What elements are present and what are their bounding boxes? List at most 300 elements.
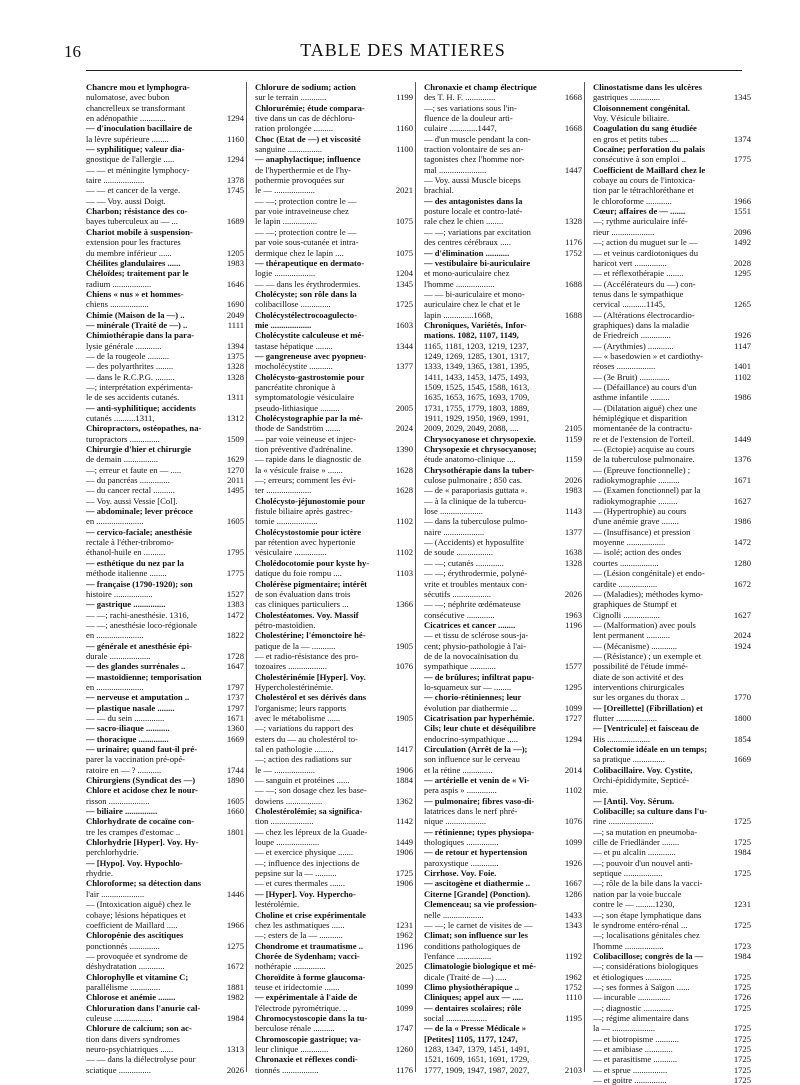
entry-page-number: 1394 (226, 340, 244, 351)
index-entry-line (86, 806, 244, 816)
entry-text: cent; physio-pathologie à l'ai- (424, 640, 527, 651)
index-entry-line (593, 475, 751, 485)
entry-page-number: 1328 (564, 557, 582, 568)
entry-page-number: 1725 (395, 868, 413, 879)
index-entry-line (255, 227, 413, 237)
entry-page-number: 1966 (226, 919, 244, 930)
index-entry-line (424, 982, 582, 992)
index-entry-line (593, 930, 751, 940)
entry-text: mocholécystite ........... (255, 361, 333, 372)
index-column-3 (424, 82, 585, 1075)
index-entry-line (255, 558, 413, 568)
index-entry-line (255, 641, 413, 651)
index-entry-line (593, 547, 751, 557)
index-entry-line (593, 485, 751, 495)
index-entry-line (424, 1003, 582, 1013)
entry-text: flutter ................... (593, 712, 657, 723)
index-entry-line (424, 103, 582, 113)
entry-text: Cholécyste; son rôle dans la (255, 288, 357, 299)
entry-text: dowiens ................. (255, 795, 323, 806)
entry-text: Citerne [Grande] (Ponction). (424, 888, 531, 899)
entry-text: — (Insuffisance) et pression (593, 526, 691, 537)
entry-text: dicale (Traité de —) ..... (424, 971, 507, 982)
entry-text: 1521, 1609, 1651, 1691, 1729, (424, 1054, 530, 1065)
entry-page-number: 1231 (395, 919, 413, 930)
entry-text: Chromoscopie gastrique; va- (255, 1033, 361, 1044)
index-entry-line (593, 403, 751, 413)
entry-text: pseudo-lithiasique ......... (255, 402, 340, 413)
entry-text: asthme infantile ......... (593, 392, 670, 403)
entry-text: cobaye; lésions hépatiques et (86, 909, 186, 920)
entry-page-number: 1984 (226, 1012, 244, 1023)
index-entry-line (86, 413, 244, 423)
index-entry-line (255, 951, 413, 961)
entry-text: — — Voy. aussi Doigt. (86, 195, 166, 206)
entry-page-number: 1366 (395, 599, 413, 610)
index-entry-line (593, 372, 751, 382)
entry-text: pancréatite chronique à (255, 381, 336, 392)
index-entry-line (86, 858, 244, 868)
entry-page-number: 1345 (733, 92, 751, 103)
entry-page-number: 1689 (226, 216, 244, 227)
index-entry-line (424, 196, 582, 206)
entry-text: Climat; son influence sur les (424, 930, 528, 941)
entry-text: de la tuberculose pulmonaire. (593, 454, 695, 465)
index-entry-line (424, 661, 582, 671)
entry-text: Clinostatisme dans les ulcères (593, 82, 702, 92)
entry-page-number: 1668 (564, 123, 582, 134)
index-entry-line (86, 154, 244, 164)
entry-text: —; sa mutation en pneumoba- (593, 826, 698, 837)
entry-text: Chrysopexie et chrysocyanose; (424, 444, 537, 455)
entry-text: durale ................... (86, 650, 151, 661)
entry-text: — esthétique du nez par la (86, 557, 184, 568)
index-entry-line (424, 765, 582, 775)
index-entry-line (86, 651, 244, 661)
index-entry-line (424, 320, 582, 330)
entry-text: — anti-syphilitique; accidents (86, 402, 196, 413)
index-entry-line (424, 620, 582, 630)
entry-text: — sacro-iliaque ........... (86, 723, 170, 734)
index-entry-line (424, 310, 582, 320)
index-entry-line (255, 547, 413, 557)
entry-page-number: 1160 (396, 123, 413, 134)
entry-text: Colibacillose; congrès de la — (593, 950, 704, 961)
entry-text: Chlorure de calcium; son ac- (86, 1023, 192, 1034)
entry-text: Cicatrisation par hyperhémie. (424, 712, 535, 723)
entry-page-number: 2028 (733, 257, 751, 268)
index-entry-line (593, 961, 751, 971)
index-entry-line (424, 1034, 582, 1044)
index-entry-line (255, 330, 413, 340)
entry-text: haricot vert ............... (593, 257, 667, 268)
entry-text: — par voie veineuse et injec- (255, 433, 356, 444)
entry-text: 1731, 1755, 1779, 1803, 1889, (424, 402, 530, 413)
index-entry-line (424, 579, 582, 589)
index-entry-line (255, 910, 413, 920)
index-entry-line (86, 92, 244, 102)
entry-text: His .................... (593, 733, 651, 744)
entry-text: neuro-psychiatriques ...... (86, 1043, 174, 1054)
index-entry-line (424, 837, 582, 847)
entry-page-number: 1343 (564, 919, 582, 930)
entry-page-number: 1509 (226, 433, 244, 444)
entry-text: dermique chez le lapin .... (255, 247, 344, 258)
index-entry-line (424, 123, 582, 133)
entry-text: culeuse .................. (86, 1012, 153, 1023)
entry-page-number: 1966 (733, 195, 751, 206)
index-entry-line (593, 1023, 751, 1033)
entry-text: interventions chirurgicales (593, 681, 685, 692)
entry-page-number: 1449 (733, 433, 751, 444)
index-entry-line (593, 1054, 751, 1064)
entry-text: la lèvre supérieure ........ (86, 133, 169, 144)
entry-text: datique du foie rompu .... (255, 568, 342, 579)
entry-text: vrite et troubles mentaux con- (424, 578, 528, 589)
index-entry-line (86, 372, 244, 382)
entry-text: par rétention avec hypertonie (255, 537, 356, 548)
index-entry-line (255, 765, 413, 775)
index-entry-line (86, 310, 244, 320)
index-entry-line (255, 775, 413, 785)
index-entry-line (86, 641, 244, 651)
index-entry-line (255, 485, 413, 495)
entry-page-number: 1983 (564, 485, 582, 496)
entry-text: 1635, 1653, 1675, 1693, 1709, (424, 392, 530, 403)
entry-text: lestérolémie. (255, 899, 300, 910)
index-entry-line (424, 382, 582, 392)
entry-text: l'électrode pyrométrique. .. (255, 1002, 348, 1013)
entry-text: 1333, 1349, 1365, 1381, 1395, (424, 361, 530, 372)
index-entry-line (593, 434, 751, 444)
entry-text: des T. H. F. .............. (424, 92, 496, 103)
index-entry-line (593, 465, 751, 475)
entry-text: Chroniques, Variétés, Infor- (424, 319, 527, 330)
index-entry-line (593, 620, 751, 630)
entry-text: — (Altérations électrocardio- (593, 309, 695, 320)
index-entry-line (86, 972, 244, 982)
index-entry-line (593, 1065, 751, 1075)
index-entry-line (593, 703, 751, 713)
entry-text: Chiropractors, ostéopathes, na- (86, 423, 202, 434)
index-entry-line (424, 827, 582, 837)
index-entry-line (255, 496, 413, 506)
entry-text: fluence de la douleur arti- (424, 113, 513, 124)
index-entry-line (86, 568, 244, 578)
entry-text: — thérapeutique en dermato- (255, 257, 365, 268)
entry-text: lapin ..............1668, (424, 309, 493, 320)
index-entry-line (86, 382, 244, 392)
entry-text: —; rythme auriculaire infé- (593, 216, 688, 227)
index-entry-line (593, 1013, 751, 1023)
index-entry-line (593, 537, 751, 547)
index-entry-line (424, 1054, 582, 1064)
index-entry-line (255, 175, 413, 185)
index-entry-line (424, 992, 582, 1002)
entry-text: parer la vaccination pré-opé- (86, 754, 186, 765)
index-entry-line (86, 299, 244, 309)
entry-page-number: 1628 (395, 485, 413, 496)
entry-page-number: 1629 (226, 454, 244, 465)
entry-text: pepsine sur la — .......... (255, 868, 337, 879)
index-entry-line (86, 734, 244, 744)
entry-text: tagonistes chez l'homme nor- (424, 154, 525, 165)
index-entry-line (593, 827, 751, 837)
index-entry-line (255, 165, 413, 175)
index-entry-line (424, 941, 582, 951)
entry-text: Chlorhydrate de cocaïne con- (86, 816, 195, 827)
index-entry-line (424, 1023, 582, 1033)
index-entry-line (424, 785, 582, 795)
index-entry-line (424, 599, 582, 609)
index-entry-line (593, 837, 751, 847)
entry-text: Colibacillaire. Voy. Cystite, (593, 764, 693, 775)
entry-page-number: 1446 (226, 888, 244, 899)
entry-text: — plastique nasale ........ (86, 702, 175, 713)
entry-text: — et sprue ................ (593, 1064, 668, 1075)
entry-text: tion dans divers syndromes (86, 1033, 180, 1044)
index-entry-line (424, 858, 582, 868)
entry-text: —; action des radiations sur (255, 754, 352, 765)
entry-text: Cholérèse pigmentaire; intérêt (255, 578, 367, 589)
entry-page-number: 2026 (564, 588, 582, 599)
index-entry-line (86, 930, 244, 940)
index-entry-line (86, 547, 244, 557)
entry-text: de Friedreich .............. (593, 330, 671, 341)
entry-page-number: 1076 (564, 816, 582, 827)
index-entry-line (255, 713, 413, 723)
entry-text: radiokymographie ......... (593, 495, 678, 506)
entry-text: —; action du muguet sur le — (593, 237, 698, 248)
index-entry-line (255, 961, 413, 971)
entry-text: re et de l'extension de l'orteil. (593, 433, 694, 444)
index-entry-line (255, 785, 413, 795)
index-entry-line (424, 651, 582, 661)
entry-page-number: 2105 (564, 423, 582, 434)
entry-page-number: 1725 (733, 1043, 751, 1054)
index-entry-line (424, 951, 582, 961)
index-entry-line (255, 1003, 413, 1013)
entry-page-number: 1280 (733, 557, 751, 568)
entry-page-number: 2096 (733, 226, 751, 237)
entry-text: Chlorophylle et vitamine C; (86, 971, 189, 982)
entry-page-number: 1270 (226, 464, 244, 475)
index-entry-line (255, 723, 413, 733)
index-entry-line (593, 206, 751, 216)
index-entry-line (593, 134, 751, 144)
index-entry-line (255, 268, 413, 278)
index-entry-line (86, 103, 244, 113)
index-entry-line (86, 982, 244, 992)
index-entry-line (424, 465, 582, 475)
index-entry-line (424, 878, 582, 888)
index-entry-line (86, 289, 244, 299)
index-entry-line (424, 475, 582, 485)
entry-page-number: 1984 (733, 950, 751, 961)
entry-text: gnostique de l'allergie ..... (86, 154, 175, 165)
entry-text: rale chez le chien ........ (424, 216, 504, 227)
entry-text: — [Ventricule] et faisceau de (593, 723, 699, 734)
entry-text: éthanol-huile en .......... (86, 547, 166, 558)
entry-text: — [Hyper]. Voy. Hypercho- (255, 888, 356, 899)
index-entry-line (593, 185, 751, 195)
entry-text: moyenne .................. (593, 537, 666, 548)
entry-page-number: 1294 (564, 733, 582, 744)
entry-page-number: 1231 (733, 899, 751, 910)
entry-text: — anaphylactique; influence (255, 154, 361, 165)
index-entry-line (255, 816, 413, 826)
index-entry-line (424, 165, 582, 175)
index-entry-line (424, 330, 582, 340)
index-entry-line (255, 434, 413, 444)
entry-page-number: 1344 (395, 340, 413, 351)
entry-page-number: 1725 (733, 1033, 751, 1044)
index-entry-line (424, 403, 582, 413)
entry-text: Cholestérine; l'émonctoire hé- (255, 630, 366, 641)
entry-text: Chronaxie et réflexes condi- (255, 1054, 358, 1065)
entry-text: Chirurgiens (Syndicat des —) (86, 775, 196, 786)
entry-page-number: 1725 (395, 299, 413, 310)
entry-text: symptomatologie vésiculaire (255, 392, 355, 403)
entry-page-number: 1102 (396, 547, 413, 558)
entry-text: — —; érythrodermie, polyné- (424, 568, 528, 579)
index-entry-line (255, 320, 413, 330)
entry-text: tastase hépatique ........ (255, 340, 333, 351)
entry-page-number: 1672 (733, 578, 751, 589)
index-entry-line (255, 579, 413, 589)
entry-text: l'air .................... (86, 888, 145, 899)
entry-text: — (Examen fonctionnel) par la (593, 485, 701, 496)
page-header (64, 40, 742, 66)
entry-page-number: 1906 (395, 764, 413, 775)
entry-text: tionnés ................. (255, 1064, 319, 1075)
entry-text: ratoire en — ? ........... (86, 764, 162, 775)
entry-text: Cholécysto-gastrostomie pour (255, 371, 365, 382)
index-entry-line (424, 868, 582, 878)
index-entry-line (255, 113, 413, 123)
entry-text: Cirrhose. Voy. Foie. (424, 868, 497, 879)
index-entry-line (593, 341, 751, 351)
index-entry-line (86, 341, 244, 351)
entry-text: risson ................... (86, 795, 150, 806)
index-entry-line (424, 703, 582, 713)
entry-text: logie ................... (255, 268, 316, 279)
entry-text: —; variations du rapport des (255, 723, 354, 734)
entry-text: courtes .................. (593, 557, 659, 568)
entry-text: — rétinienne; types physiopa- (424, 826, 535, 837)
index-entry-line (86, 506, 244, 516)
entry-text: nothérapie ............... (255, 961, 326, 972)
index-entry-line (86, 423, 244, 433)
entry-text: — du pancréas .............. (86, 475, 170, 486)
entry-text: — d'élimination ........... (424, 247, 510, 258)
index-entry-line (255, 537, 413, 547)
index-entry-line (424, 910, 582, 920)
index-entry-line (424, 889, 582, 899)
index-entry-line (86, 682, 244, 692)
entry-page-number: 1577 (564, 661, 582, 672)
index-entry-line (255, 475, 413, 485)
entry-page-number: 1671 (226, 712, 244, 723)
index-entry-line (86, 320, 244, 330)
index-entry-line (593, 630, 751, 640)
entry-text: et étiologiques ............ (593, 971, 672, 982)
entry-text: de de la novocaïnisation du (424, 650, 519, 661)
index-entry-line (255, 134, 413, 144)
entry-text: Cils; leur chute et déséquilibre (424, 723, 536, 734)
entry-text: — urinaire; quand faut-il pré- (86, 744, 198, 754)
entry-text: —; rôle de la bile dans la vacci- (593, 878, 703, 889)
entry-page-number: 1110 (565, 992, 582, 1003)
index-entry-line (255, 651, 413, 661)
index-entry-line (86, 237, 244, 247)
entry-page-number: 1728 (226, 650, 244, 661)
entry-text: Choc (Etat de —) et viscosité (255, 133, 361, 144)
index-entry-line (424, 268, 582, 278)
entry-text: — (Dilatation aiguë) chez une (593, 402, 698, 413)
entry-page-number: 2014 (564, 764, 582, 775)
entry-text: Cocaïne; perforation du palais (593, 144, 705, 155)
entry-text: histoire .................. (86, 588, 153, 599)
entry-text: nulomatose, avec bubon (86, 92, 170, 103)
entry-page-number: 1160 (227, 133, 244, 144)
entry-text: Chronaxie et champ électrique (424, 82, 537, 92)
index-entry-line (86, 465, 244, 475)
index-entry-line (255, 258, 413, 268)
entry-page-number: 1795 (226, 547, 244, 558)
entry-text: en ...................... (86, 630, 144, 641)
entry-page-number: 1383 (226, 599, 244, 610)
entry-text: réoses .................. (593, 361, 656, 372)
index-entry-line (424, 134, 582, 144)
index-entry-line (86, 610, 244, 620)
entry-text: Chéilites glandulaires ...... (86, 257, 181, 268)
index-entry-line (86, 165, 244, 175)
index-entry-line (86, 785, 244, 795)
entry-text: Chloropénie des ascitiques (86, 930, 184, 941)
entry-text: 1411, 1433, 1453, 1475, 1493, (424, 371, 529, 382)
index-entry-line (255, 796, 413, 806)
entry-page-number: 1688 (564, 278, 582, 289)
entry-page-number: 1196 (396, 940, 413, 951)
index-entry-line (86, 992, 244, 1002)
index-entry-line (593, 92, 751, 102)
entry-page-number: 1770 (733, 692, 751, 703)
entry-text: Circulation (Arrêt de la —); (424, 744, 528, 754)
entry-text: cutanés ..........1311, (86, 413, 155, 423)
index-entry-line (593, 558, 751, 568)
entry-page-number: 1775 (733, 154, 751, 165)
index-entry-line (424, 713, 582, 723)
entry-page-number: 1671 (733, 475, 751, 486)
entry-text: étude anatomo-clinique .... (424, 454, 516, 465)
entry-page-number: 1472 (226, 609, 244, 620)
index-entry-line (593, 237, 751, 247)
index-entry-line (255, 868, 413, 878)
entry-text: —; esters de la — ........... (255, 930, 343, 941)
entry-text: — —; néphrite œdémateuse (424, 599, 521, 610)
index-entry-line (593, 599, 751, 609)
entry-text: Chlorure de sodium; action (255, 82, 356, 92)
index-entry-line (86, 827, 244, 837)
index-entry-line (424, 568, 582, 578)
entry-text: Coefficient de Maillard chez le (593, 164, 706, 175)
entry-text: —; pouvoir d'un nouvel anti- (593, 857, 693, 868)
entry-page-number: 1962 (395, 930, 413, 941)
index-entry-line (255, 610, 413, 620)
entry-text: —; influence des injections de (255, 857, 360, 868)
entry-text: possibilité de l'étude immé- (593, 661, 688, 672)
